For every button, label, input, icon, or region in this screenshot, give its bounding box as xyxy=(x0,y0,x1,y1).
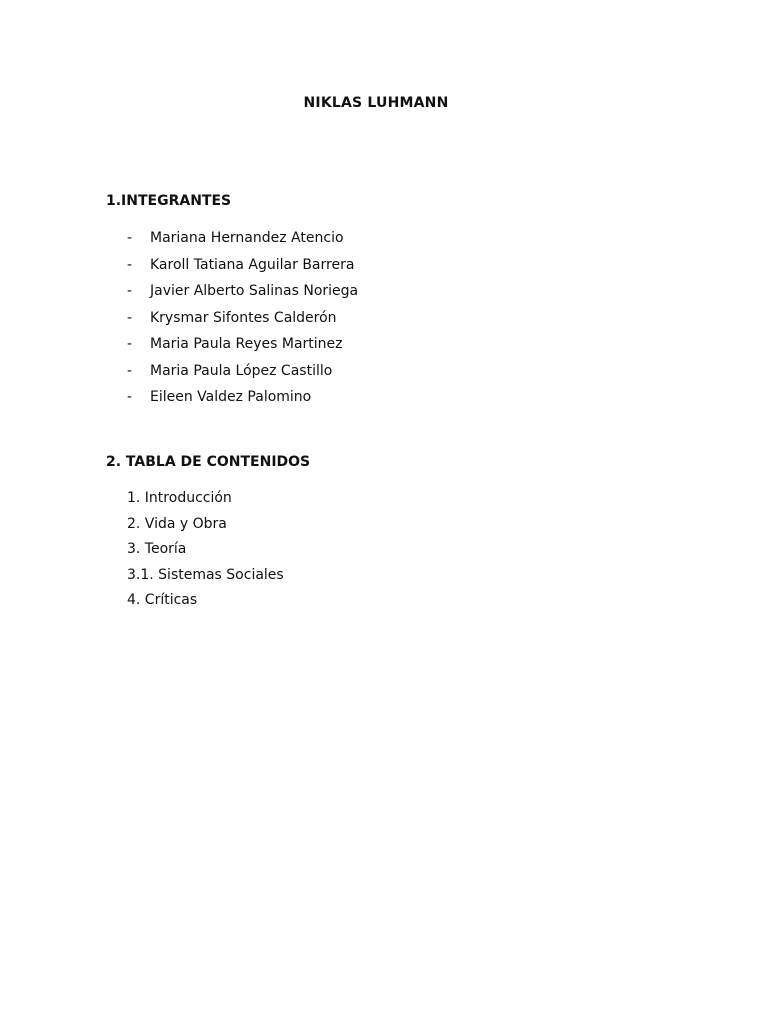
section-heading-integrantes: 1.INTEGRANTES xyxy=(106,193,232,209)
member-name: Maria Paula Reyes Martinez xyxy=(150,336,343,352)
list-bullet: - xyxy=(127,362,133,379)
list-item xyxy=(127,362,358,389)
list-bullet: - xyxy=(127,256,133,273)
section-heading-table-of-contents: 2. TABLA DE CONTENIDOS xyxy=(106,454,311,470)
members-list xyxy=(127,229,358,415)
member-name: Karoll Tatiana Aguilar Barrera xyxy=(150,256,355,273)
table-of-contents-list xyxy=(127,489,284,617)
list-item xyxy=(127,229,358,256)
list-item xyxy=(127,282,358,309)
member-name: Mariana Hernandez Atencio xyxy=(150,230,344,246)
toc-item: 2. Vida y Obra xyxy=(127,515,227,532)
list-item xyxy=(127,335,358,362)
toc-item: 3. Teoría xyxy=(127,541,187,557)
member-name: Eileen Valdez Palomino xyxy=(150,389,312,405)
list-item xyxy=(127,309,358,336)
toc-item: 4. Críticas xyxy=(127,592,198,608)
list-bullet: - xyxy=(127,336,133,352)
list-bullet: - xyxy=(127,309,133,326)
member-name: Maria Paula López Castillo xyxy=(150,362,333,379)
list-item xyxy=(127,256,358,283)
list-bullet: - xyxy=(127,230,133,246)
list-bullet: - xyxy=(127,389,133,405)
document-title: NIKLAS LUHMANN xyxy=(303,95,449,111)
member-name: Javier Alberto Salinas Noriega xyxy=(150,283,359,299)
toc-item: 1. Introducción xyxy=(127,490,232,506)
list-item xyxy=(127,388,358,415)
list-bullet: - xyxy=(127,283,133,299)
member-name: Krysmar Sifontes Calderón xyxy=(150,309,337,326)
toc-item: 3.1. Sistemas Sociales xyxy=(127,566,284,583)
